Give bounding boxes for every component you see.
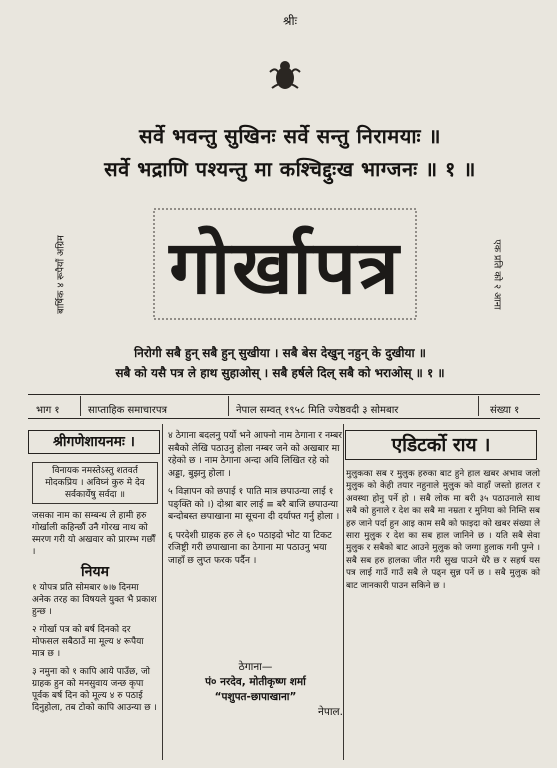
- editor-names: पं० नरदेव, मोतीकृष्ण शर्मा: [205, 676, 306, 688]
- sanskrit-verse-line-1: सर्वे भवन्तु सुखिनः सर्वे सन्तु निरामयाः ॥: [139, 124, 441, 148]
- subscription-price-note: बार्षिक ४ रूपैयाँ अग्रिम: [55, 235, 67, 314]
- column1-body: [32, 462, 158, 720]
- sanskrit-verse-line-2: सर्वे भद्राणि पश्यन्तु मा कश्चिद्दुःख भाग्जनः ॥ १ ॥: [104, 157, 476, 181]
- rule-5: ५ विज्ञापन को छपाई १ पाति मात्र छपाउन्या लाई १ पङ्क्ति को ।) दोश्रा बार लाई ≡ बरै बाजि छपाउन्या बन्दोबस्त छपाखाना मा सूचना दी दर्याफ्त गर्नु होला ।: [168, 486, 340, 522]
- column-divider: [162, 424, 163, 760]
- info-divider: [228, 396, 229, 416]
- editorial-body: मुलुकका सब र मुलुक हरुका बाट हुने हाल खबर अभाव जलो मुलुक को केही तयार नहुनाले मुलुक को वाहाँ जस्तो हालत र अवस्था होनु पर्ने हो । सबै लोक मा बरी ३५ पठाउनाले साथ सबै को हुनाले र देश का सबै मा नम्रता र मुनिया को निम्ति सब हरु जाने पर्दा हुन आइ काम सबै को फाइदा को खबर संख्या ले सारा मुलुक र देश का सब हाल जानिने छ । यति सबै सेवा मुलुक र सबैको बाट आउने मुलुक को जग्गा हुलाक गनी पुग्ने । सबै सब हरु हालका जीत गरी सुख पाउने धेरै छ र सहर्ष यस पत्र लाई गाउँ गाउँ सबै ले पढ्न सुन्न पर्ने छ । सबै मुलुक को बाट जानकारी पाउन सकिने छ ।: [346, 469, 540, 591]
- publisher-signature: [168, 660, 343, 720]
- deity-emblem-icon: [264, 58, 306, 92]
- info-rule-bottom: [28, 418, 540, 419]
- issue-date-label: नेपाल सम्वत् १९५८ मिति ज्येष्ठवदी ३ सोमबार: [236, 405, 399, 416]
- info-divider: [478, 396, 479, 416]
- paper-kind-label: साप्ताहिक समाचारपत्र: [88, 405, 168, 416]
- motto-line-1: निरोगी सबै हुन् सबै हुन् सुखीया । सबै बेस देखुन् नहुन् के दुखीया ॥: [134, 346, 426, 360]
- address-label: ठेगाना—: [238, 661, 273, 673]
- single-copy-price-note: एक प्रति को २ आना: [491, 239, 503, 310]
- intro-paragraph: जसका नाम का सम्बन्ध ले हामी हरु गोर्खाली कहिन्छौं उनै गोरख नाथ को स्मरण गरी यो अखवार को प्रारम्भ गर्छौं ।: [32, 511, 156, 557]
- editorial-heading: एडिटर्को राय ।: [345, 430, 537, 460]
- masthead-shri: श्रीः: [282, 14, 298, 28]
- info-rule-top: [28, 394, 540, 395]
- column2-body: [168, 430, 343, 573]
- rule-6: ६ परदेशी ग्राहक हरु ले ६० पठाइदो भोट या टिकट रजिष्ट्री गरी छपाखाना का ठेगाना मा पठाउनु भया जाहाँ छ लुप्त फरक पर्दैन ।: [168, 529, 332, 566]
- place-name: नेपाल.: [318, 706, 343, 718]
- column1-heading: श्रीगणेशायनमः ।: [28, 430, 160, 454]
- rule-3: ३ नमुना को १ कापि आये पाउँछ, जो ग्राहक हुन को मनसुवाय जन्छ कृपा पूर्वक बर्ष दिन को मूल्य ४ रु पठाई दिनुहोला, तब टोको कापि आउन्या छ ।: [32, 667, 157, 713]
- rule-1: १ योपत्र प्रति सोमबार ७।७ दिनमा अनेक तरह का विषयले युक्त भै प्रकाश हुन्छ ।: [32, 583, 157, 617]
- column-divider: [343, 424, 344, 760]
- press-name: “पशुपत-छापाखाना”: [214, 691, 297, 703]
- rule-2: २ गोर्खा पत्र को बर्ष दिनको दर मोफसल सबैठाउँ मा मूल्य ४ रूपैया मात्र छ ।: [32, 625, 144, 659]
- rules-heading: नियम: [81, 564, 109, 580]
- invocation-verse: विनायक नमस्तेऽस्तु शतवर्त मोदकप्रिय । अविघ्नं कुरु मे देव सर्वकार्येषु सर्वदा ॥: [32, 462, 158, 504]
- rule-4: ४ ठेगाना बदलनु पर्यो भने आफ्नो नाम ठेगाना र नम्बर सबैको लेखि पठाउनु होला नम्बर जने को अखबार मा रहेको छ । नाम ठेगाना अन्दा अवि लिखित रहे को अड्डा, बुझनु होला ।: [168, 430, 343, 479]
- volume-label: भाग १: [36, 405, 60, 416]
- info-divider: [80, 396, 81, 416]
- newspaper-title: गोर्खापत्र: [169, 225, 401, 311]
- motto-line-2: सबै को यसै पत्र ले हाथ सुहाओस् । सबै हर्षले दिल् सबै को भराओस् ॥ १ ॥: [115, 366, 445, 380]
- issue-number-label: संख्या १: [490, 405, 520, 416]
